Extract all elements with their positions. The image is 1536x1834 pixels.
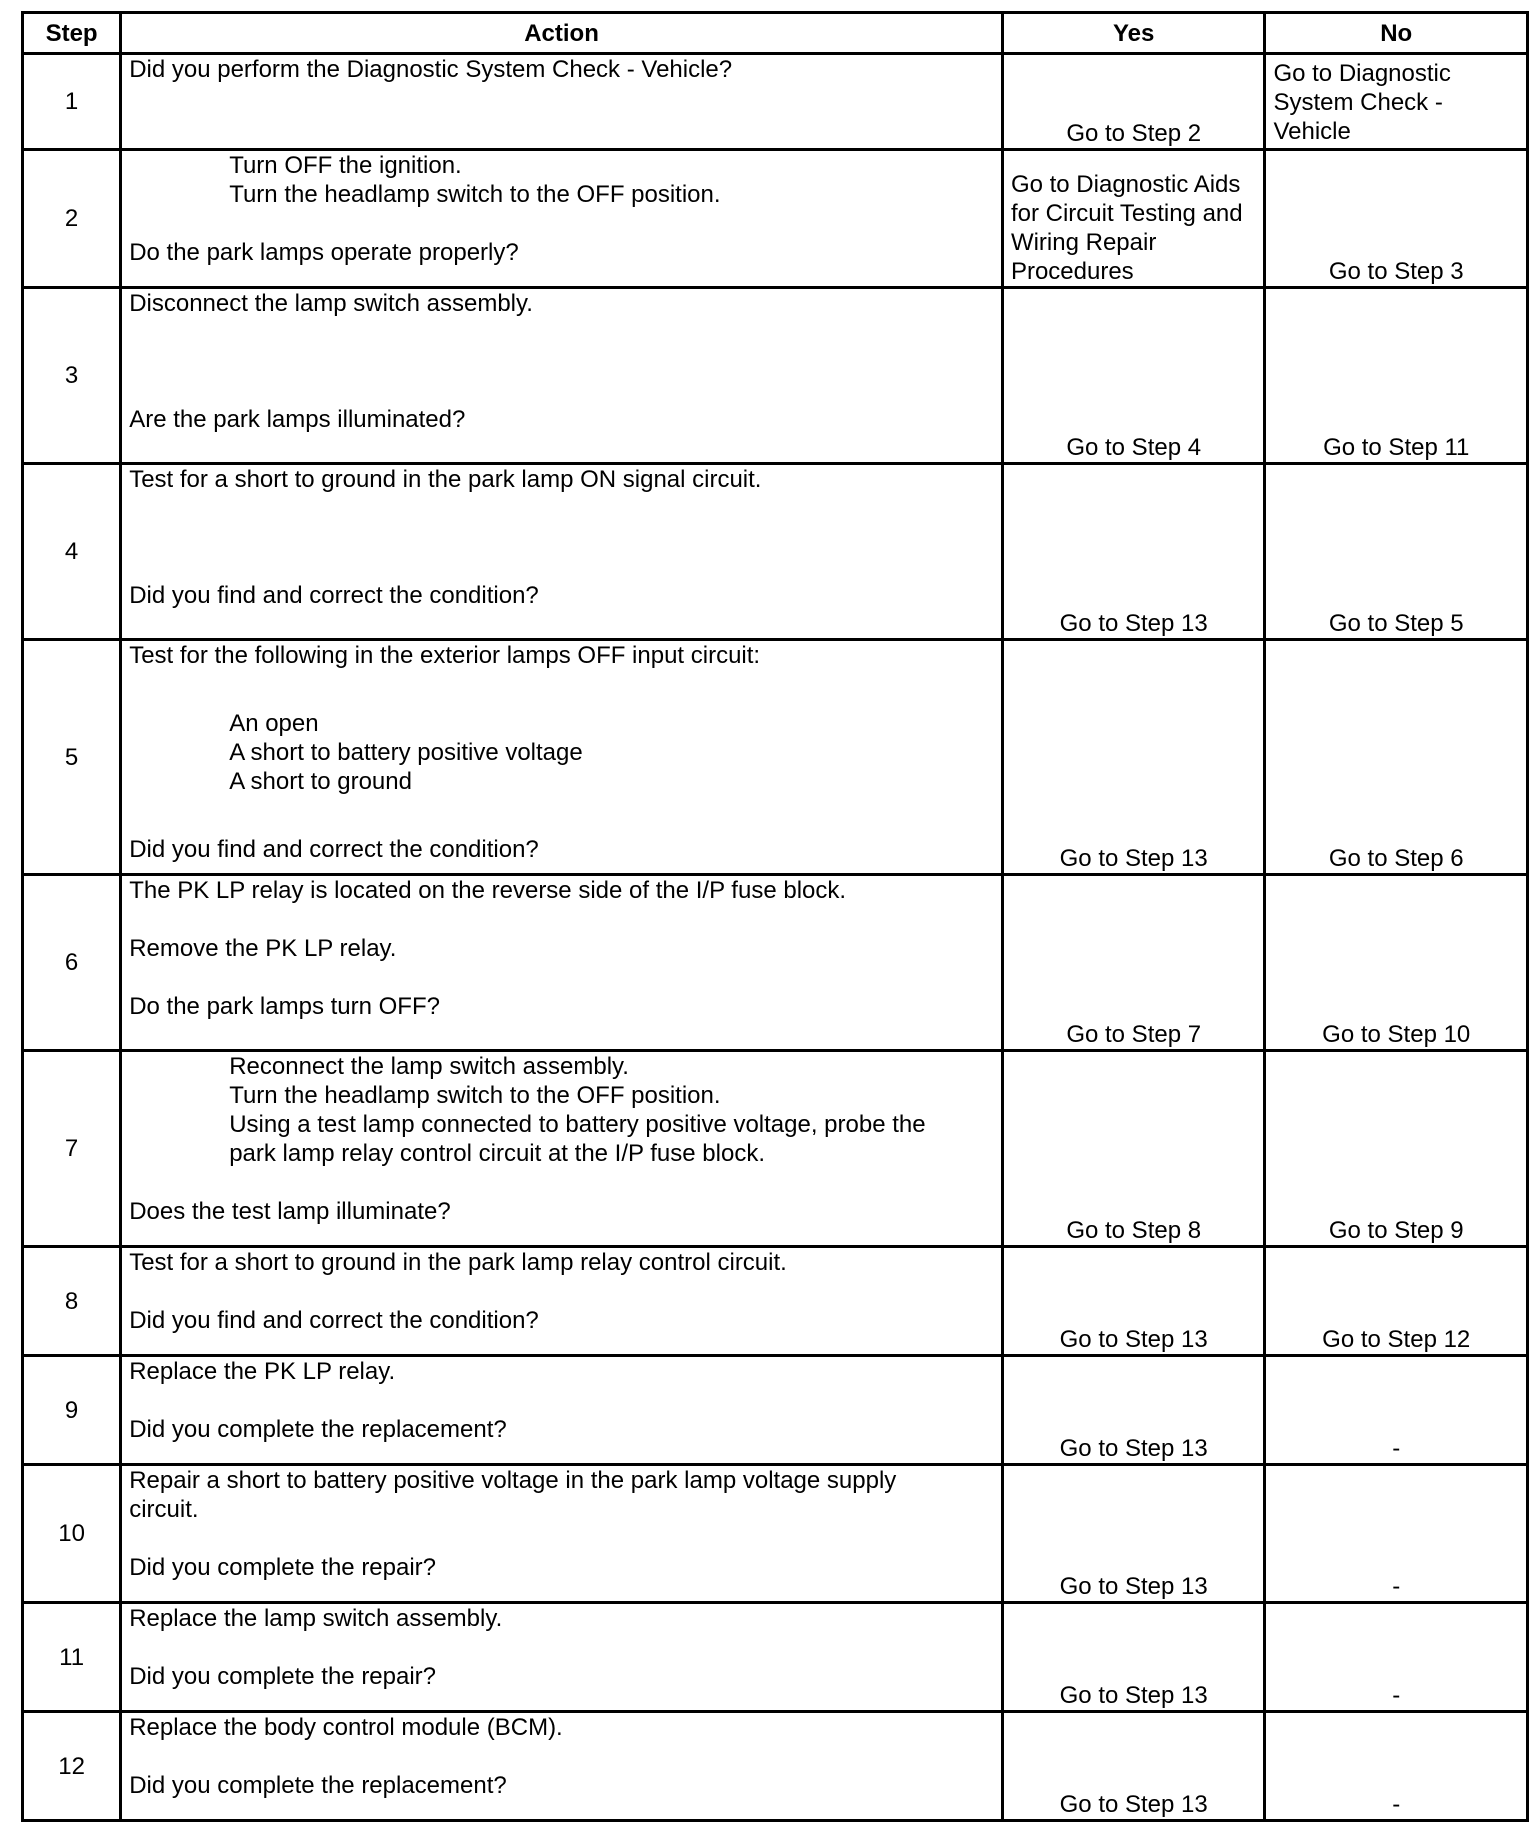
table-header-row <box>23 13 1528 54</box>
step-number: 1 <box>23 54 121 150</box>
action-text: Test for the following in the exterior lamps OFF input circuit: <box>129 642 761 669</box>
yes-outcome: Go to Step 8 <box>1002 1051 1265 1247</box>
no-outcome: Go to Step 11 <box>1265 288 1528 464</box>
action-cell <box>121 464 1003 640</box>
header-yes: Yes <box>1002 13 1265 54</box>
action-question: Did you find and correct the condition? <box>129 582 539 609</box>
action-question: Did you find and correct the condition? <box>129 1307 539 1334</box>
action-indented-line: Turn OFF the ignition. <box>229 152 462 179</box>
table-row <box>23 1712 1528 1821</box>
action-text: Remove the PK LP relay. <box>129 935 397 962</box>
no-outcome: Go to Diagnostic System Check - Vehicle <box>1265 54 1528 150</box>
action-cell <box>121 288 1003 464</box>
action-cell <box>121 1051 1003 1247</box>
no-outcome: Go to Step 3 <box>1265 150 1528 288</box>
yes-outcome: Go to Step 13 <box>1002 1465 1265 1603</box>
yes-outcome: Go to Step 13 <box>1002 1356 1265 1465</box>
no-outcome: Go to Step 10 <box>1265 875 1528 1051</box>
header-step: Step <box>23 13 121 54</box>
no-outcome: - <box>1265 1465 1528 1603</box>
no-outcome: Go to Step 6 <box>1265 640 1528 875</box>
action-indented-line: Using a test lamp connected to battery positive voltage, probe the park lamp relay control circuit at the I/P fuse block. <box>229 1111 926 1167</box>
action-text: Replace the PK LP relay. <box>129 1358 396 1385</box>
step-number: 2 <box>23 150 121 288</box>
table-row <box>23 1247 1528 1356</box>
yes-outcome: Go to Step 13 <box>1002 464 1265 640</box>
action-text: The PK LP relay is located on the reverse side of the I/P fuse block. <box>129 877 847 904</box>
action-indented-line: A short to ground <box>229 768 412 795</box>
step-number: 7 <box>23 1051 121 1247</box>
action-text: Test for a short to ground in the park lamp ON signal circuit. <box>129 466 762 493</box>
step-number: 12 <box>23 1712 121 1821</box>
table-row <box>23 1465 1528 1603</box>
yes-outcome: Go to Step 2 <box>1002 54 1265 150</box>
step-number: 11 <box>23 1603 121 1712</box>
step-number: 10 <box>23 1465 121 1603</box>
action-question: Do the park lamps operate properly? <box>129 239 519 266</box>
action-cell <box>121 640 1003 875</box>
no-outcome: - <box>1265 1356 1528 1465</box>
yes-outcome: Go to Step 13 <box>1002 640 1265 875</box>
table-row <box>23 1051 1528 1247</box>
step-number: 4 <box>23 464 121 640</box>
table-row <box>23 875 1528 1051</box>
table-row <box>23 464 1528 640</box>
action-indented-line: Turn the headlamp switch to the OFF position. <box>229 1082 721 1109</box>
no-outcome: - <box>1265 1712 1528 1821</box>
table-row <box>23 150 1528 288</box>
header-action: Action <box>121 13 1003 54</box>
action-text: Replace the lamp switch assembly. <box>129 1605 503 1632</box>
action-question: Do the park lamps turn OFF? <box>129 993 440 1020</box>
no-outcome: Go to Step 5 <box>1265 464 1528 640</box>
yes-outcome: Go to Step 13 <box>1002 1247 1265 1356</box>
action-indented-line: An open <box>229 710 319 737</box>
table-row <box>23 1356 1528 1465</box>
action-question: Did you complete the replacement? <box>129 1772 507 1799</box>
action-question: Are the park lamps illuminated? <box>129 406 466 433</box>
yes-outcome: Go to Step 7 <box>1002 875 1265 1051</box>
action-cell <box>121 875 1003 1051</box>
action-text: Repair a short to battery positive voltage in the park lamp voltage supply circuit. <box>129 1467 897 1523</box>
action-text: Disconnect the lamp switch assembly. <box>129 290 533 317</box>
table-row <box>23 288 1528 464</box>
yes-outcome: Go to Step 13 <box>1002 1603 1265 1712</box>
action-cell <box>121 1247 1003 1356</box>
action-text: Replace the body control module (BCM). <box>129 1714 563 1741</box>
table-row <box>23 640 1528 875</box>
action-question: Does the test lamp illuminate? <box>129 1198 451 1225</box>
action-cell <box>121 1356 1003 1465</box>
action-question: Did you complete the repair? <box>129 1554 437 1581</box>
no-outcome: Go to Step 12 <box>1265 1247 1528 1356</box>
table-row <box>23 1603 1528 1712</box>
action-indented-line: Reconnect the lamp switch assembly. <box>229 1053 629 1080</box>
action-text: Test for a short to ground in the park lamp relay control circuit. <box>129 1249 787 1276</box>
action-indented-line: Turn the headlamp switch to the OFF position. <box>229 181 721 208</box>
step-number: 3 <box>23 288 121 464</box>
no-outcome: - <box>1265 1603 1528 1712</box>
action-question: Did you complete the repair? <box>129 1663 437 1690</box>
action-cell <box>121 54 1003 150</box>
step-number: 8 <box>23 1247 121 1356</box>
yes-outcome: Go to Step 4 <box>1002 288 1265 464</box>
yes-outcome: Go to Step 13 <box>1002 1712 1265 1821</box>
action-cell <box>121 150 1003 288</box>
action-cell <box>121 1603 1003 1712</box>
action-indented-line: A short to battery positive voltage <box>229 739 583 766</box>
diagnostic-table <box>21 11 1529 1822</box>
action-text: Did you perform the Diagnostic System Check - Vehicle? <box>129 56 733 83</box>
action-cell <box>121 1465 1003 1603</box>
step-number: 5 <box>23 640 121 875</box>
action-cell <box>121 1712 1003 1821</box>
table-row <box>23 54 1528 150</box>
yes-outcome: Go to Diagnostic Aids for Circuit Testing and Wiring Repair Procedures <box>1002 150 1265 288</box>
action-question: Did you complete the replacement? <box>129 1416 507 1443</box>
step-number: 6 <box>23 875 121 1051</box>
no-outcome: Go to Step 9 <box>1265 1051 1528 1247</box>
header-no: No <box>1265 13 1528 54</box>
step-number: 9 <box>23 1356 121 1465</box>
action-question: Did you find and correct the condition? <box>129 836 539 863</box>
